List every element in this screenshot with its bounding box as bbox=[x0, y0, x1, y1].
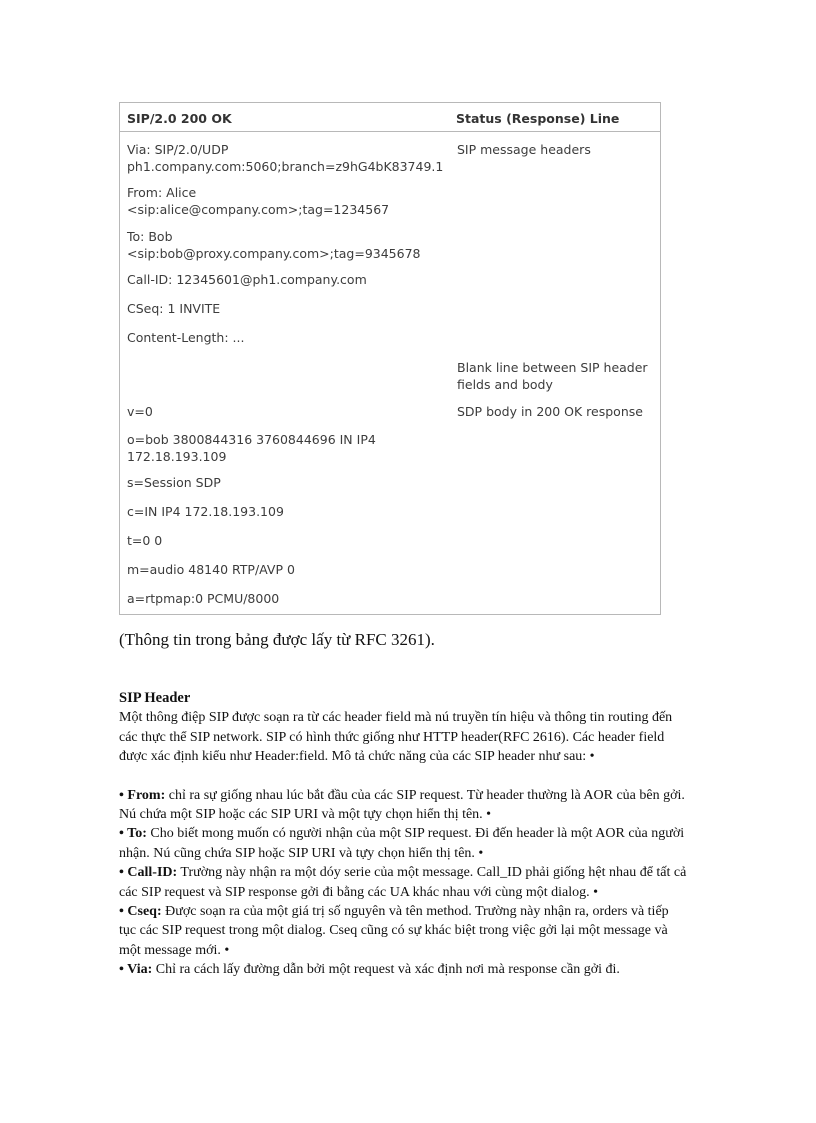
header-field-name: • Cseq: bbox=[119, 904, 162, 920]
table-cell-line: a=rtpmap:0 PCMU/8000 bbox=[127, 591, 280, 606]
table-header-row bbox=[120, 103, 660, 132]
sip-message-table bbox=[119, 102, 661, 615]
table-cell-line: From: Alice bbox=[127, 185, 197, 200]
table-cell-line: <sip:alice@company.com>;tag=1234567 bbox=[127, 202, 390, 217]
header-field-description: chỉ ra sự giống nhau lúc bắt đầu của các SIP request. Từ header thường là AOR của bên gởi. Nú chứa một SIP hoặc các SIP URI và một tựy chọn hiển thị tên. • bbox=[119, 787, 685, 823]
header-field-description: Được soạn ra của một giá trị số nguyên và tên method. Trường này nhận ra, orders và tiếp tục các SIP request trong một dialog. Cseq cũng có sự khác biệt trong việc gởi lại một message và một message mới. • bbox=[119, 904, 669, 958]
table-cell-line: ph1.company.com:5060;branch=z9hG4bK83749.1 bbox=[127, 159, 444, 174]
table-cell-field bbox=[127, 532, 162, 549]
section-intro: Một thông điệp SIP được soạn ra từ các header field mà nú truyền tín hiệu và thông tin routing đến các thực thể SIP network. SIP có hình thức giống như HTTP header(RFC 2616). Các header field được xác định kiểu như Header:field. Mô tả chức năng của các SIP header như sau: • bbox=[119, 710, 673, 765]
list-item bbox=[119, 902, 689, 960]
table-cell-line: m=audio 48140 RTP/AVP 0 bbox=[127, 562, 295, 577]
paragraph-gap bbox=[119, 767, 689, 786]
status-line-text: SIP/2.0 200 OK bbox=[127, 111, 232, 126]
table-cell-field bbox=[127, 431, 376, 465]
list-item bbox=[119, 863, 689, 902]
table-cell-line: Blank line between SIP header bbox=[457, 360, 648, 375]
header-field-name: • From: bbox=[119, 787, 166, 803]
table-cell-description bbox=[457, 359, 648, 393]
table-cell-line: Via: SIP/2.0/UDP bbox=[127, 142, 229, 157]
table-cell-field bbox=[127, 474, 221, 491]
table-cell-field bbox=[127, 329, 244, 346]
table-caption: (Thông tin trong bảng được lấy từ RFC 3261). bbox=[119, 630, 435, 649]
table-cell-field bbox=[127, 141, 443, 175]
table-cell-field bbox=[127, 271, 367, 288]
header-field-description: Trường này nhận ra một dóy serie của một message. Call_ID phải giống hệt nhau để tất cả các SIP request và SIP response gởi đi bằng các UA khác nhau với cùng một dialog. • bbox=[119, 865, 687, 900]
table-cell-line: SIP message headers bbox=[457, 142, 591, 157]
table-cell-field bbox=[127, 590, 279, 607]
header-field-name: • Call-ID: bbox=[119, 865, 178, 881]
table-cell-line: To: Bob bbox=[127, 229, 173, 244]
header-field-name: • Via: bbox=[119, 962, 153, 978]
header-field-description: Cho biết mong muốn có người nhận của một SIP request. Đi đến header là một AOR của người nhận. Nú cũng chứa SIP hoặc SIP URI và tựy chọn hiển thị tên. • bbox=[119, 826, 685, 861]
table-cell-description bbox=[457, 403, 643, 420]
header-field-description: Chỉ ra cách lấy đường dẫn bởi một request và xác định nơi mà response cần gởi đi. bbox=[152, 962, 620, 978]
table-cell-line: <sip:bob@proxy.company.com>;tag=9345678 bbox=[127, 246, 421, 261]
sip-header-section bbox=[119, 689, 689, 980]
table-cell-description bbox=[457, 141, 591, 158]
table-cell-field bbox=[127, 300, 220, 317]
header-field-list bbox=[119, 786, 689, 980]
list-item bbox=[119, 824, 689, 863]
table-cell-field bbox=[127, 228, 421, 262]
list-item bbox=[119, 786, 689, 825]
table-cell-field bbox=[127, 561, 295, 578]
table-cell-line: t=0 0 bbox=[127, 533, 163, 548]
list-item bbox=[119, 960, 689, 979]
table-cell-line: s=Session SDP bbox=[127, 475, 221, 490]
table-cell-line: Call-ID: 12345601@ph1.company.com bbox=[127, 272, 367, 287]
table-cell-line: fields and body bbox=[457, 377, 553, 392]
table-cell-line: c=IN IP4 172.18.193.109 bbox=[127, 504, 284, 519]
table-cell-line: Content-Length: ... bbox=[127, 330, 245, 345]
table-cell-line: SDP body in 200 OK response bbox=[457, 404, 643, 419]
table-cell-line: CSeq: 1 INVITE bbox=[127, 301, 221, 316]
header-field-name: • To: bbox=[119, 826, 147, 842]
table-cell-line: 172.18.193.109 bbox=[127, 449, 227, 464]
table-cell-field bbox=[127, 403, 153, 420]
status-line-label: Status (Response) Line bbox=[456, 111, 620, 126]
table-cell-field bbox=[127, 184, 389, 218]
table-cell-field bbox=[127, 503, 284, 520]
table-cell-line: v=0 bbox=[127, 404, 153, 419]
section-title: SIP Header bbox=[119, 690, 191, 706]
table-cell-line: o=bob 3800844316 3760844696 IN IP4 bbox=[127, 432, 376, 447]
